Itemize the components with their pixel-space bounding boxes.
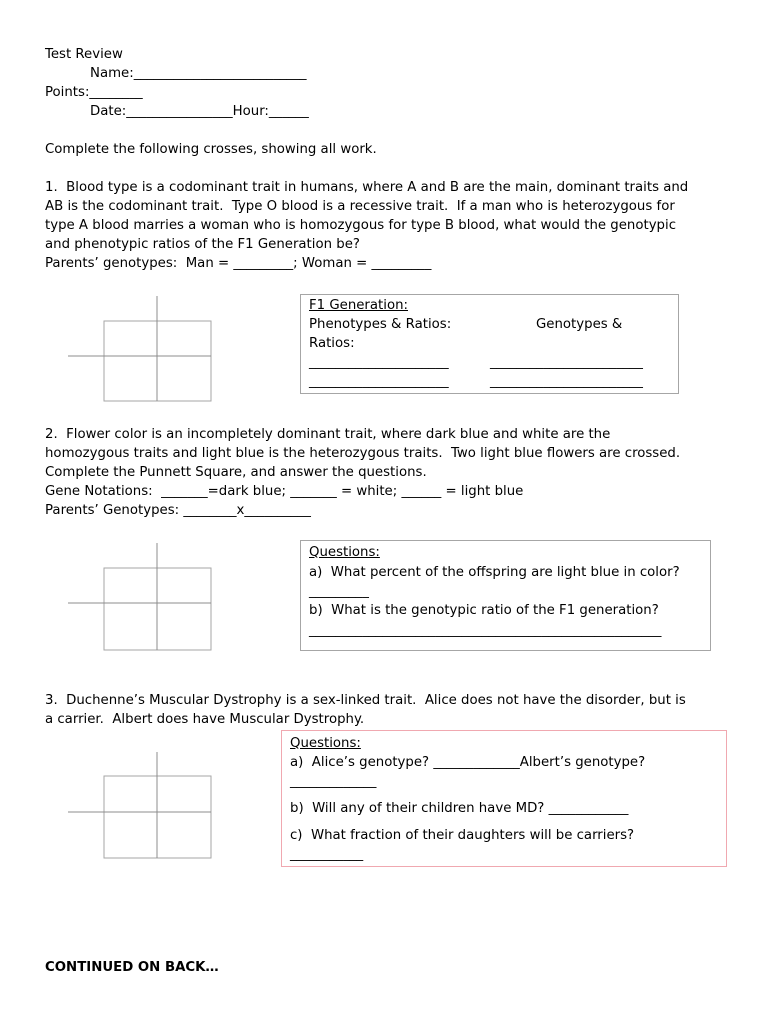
q2-answer-a-blank[interactable]: _________ [309, 584, 369, 599]
q1-ratios-label: Ratios: [309, 336, 355, 351]
q2-text-line: 2. Flower color is an incompletely dominant trait, where dark blue and white are the [45, 427, 611, 442]
punnett-square-1[interactable] [66, 294, 216, 404]
date-hour-field[interactable]: Date:________________Hour:______ [90, 104, 309, 119]
q1-parents-genotypes[interactable]: Parents’ genotypes: Man = _________; Woman = _________ [45, 256, 432, 271]
continued-note: CONTINUED ON BACK… [45, 960, 219, 975]
q1-box-heading: F1 Generation: [309, 298, 408, 313]
q3-answer-a-blank[interactable]: _____________ [290, 774, 377, 789]
q3-answer-c-blank[interactable]: ___________ [290, 847, 364, 862]
q1-phenotype-blank[interactable]: _____________________ [309, 374, 449, 389]
name-field[interactable]: Name:__________________________ [90, 66, 307, 81]
q2-question-b: b) What is the genotypic ratio of the F1 generation? [309, 603, 659, 618]
page-title: Test Review [45, 47, 123, 62]
q1-text-line: AB is the codominant trait. Type O blood is a recessive trait. If a man who is heterozygous for [45, 199, 675, 214]
q2-answer-b-blank[interactable]: _____________________________________________________ [309, 623, 662, 638]
q1-text-line: type A blood marries a woman who is homozygous for type B blood, what would the genotypic [45, 218, 677, 233]
points-field[interactable]: Points:________ [45, 85, 143, 100]
q2-text-line: Complete the Punnett Square, and answer the questions. [45, 465, 427, 480]
q1-text-line: and phenotypic ratios of the F1 Generation be? [45, 237, 360, 252]
q2-question-a: a) What percent of the offspring are light blue in color? [309, 565, 680, 580]
q2-gene-notations[interactable]: Gene Notations: _______=dark blue; _______ = white; ______ = light blue [45, 484, 524, 499]
instructions: Complete the following crosses, showing all work. [45, 142, 377, 157]
q1-genotypes-label: Genotypes & [536, 317, 623, 332]
q3-text-line: a carrier. Albert does have Muscular Dystrophy. [45, 712, 365, 727]
q3-question-a[interactable]: a) Alice’s genotype? _____________Albert’s genotype? [290, 755, 646, 770]
q1-phenotype-blank[interactable]: _____________________ [309, 355, 449, 370]
q1-text-line: 1. Blood type is a codominant trait in humans, where A and B are the main, dominant traits and [45, 180, 689, 195]
q2-box-heading: Questions: [309, 545, 380, 560]
q2-text-line: homozygous traits and light blue is the heterozygous traits. Two light blue flowers are crossed. [45, 446, 681, 461]
q1-genotype-blank[interactable]: _______________________ [490, 374, 643, 389]
punnett-square-3[interactable] [66, 750, 216, 862]
q3-question-b[interactable]: b) Will any of their children have MD? ____________ [290, 801, 629, 816]
q2-parents-genotypes[interactable]: Parents’ Genotypes: ________x__________ [45, 503, 311, 518]
q1-phenotypes-label: Phenotypes & Ratios: [309, 317, 452, 332]
q1-genotype-blank[interactable]: _______________________ [490, 355, 643, 370]
punnett-square-2[interactable] [66, 541, 216, 653]
q3-box-heading: Questions: [290, 736, 361, 751]
q3-question-c: c) What fraction of their daughters will be carriers? [290, 828, 635, 843]
q3-text-line: 3. Duchenne’s Muscular Dystrophy is a sex-linked trait. Alice does not have the disorder, but is [45, 693, 686, 708]
